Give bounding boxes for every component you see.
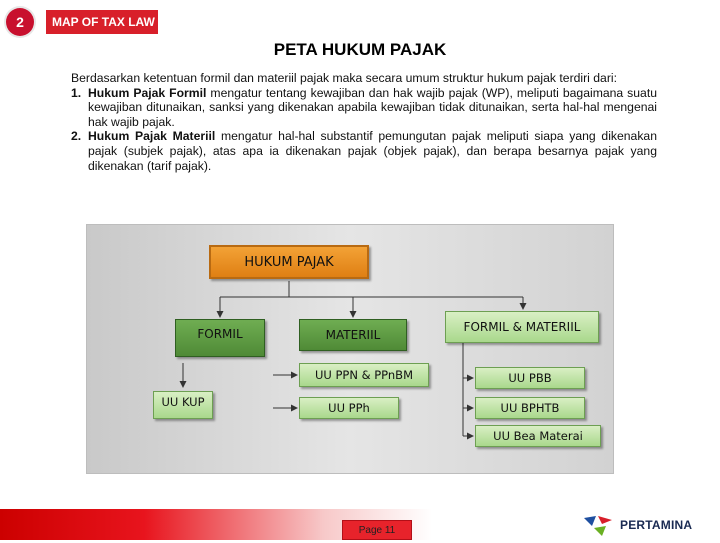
tax-law-diagram: [86, 224, 614, 474]
uu-pbb-box: UU PBB: [475, 367, 585, 389]
slide-number: 2: [16, 14, 24, 30]
list-term: Hukum Pajak Materiil: [88, 129, 216, 144]
slide-number-badge: [6, 8, 34, 36]
intro-paragraph: Berdasarkan ketentuan formil dan materiil pajak maka secara umum struktur hukum pajak terdiri dari:: [71, 71, 617, 85]
formil-materiil-box: FORMIL & MATERIIL: [445, 311, 599, 343]
list-item: [71, 86, 657, 130]
section-header-bar: [46, 10, 158, 34]
list-term: Hukum Pajak Formil: [88, 85, 207, 100]
hukum-pajak-box: HUKUM PAJAK: [209, 245, 369, 279]
uu-bea-materai-box: UU Bea Materai: [475, 425, 601, 447]
list-number: 2.: [71, 129, 82, 144]
uu-bphtb-box: UU BPHTB: [475, 397, 585, 419]
list-number: 1.: [71, 85, 82, 100]
section-label: MAP OF TAX LAW: [52, 15, 155, 29]
list-text: [88, 86, 657, 130]
pertamina-logo: [580, 512, 714, 538]
page-title: PETA HUKUM PAJAK: [273, 40, 447, 59]
pertamina-logo-text: PERTAMINA: [620, 518, 693, 532]
body-text: [71, 71, 657, 173]
list-description: mengatur hal-hal substantif pemungutan pajak meliputi siapa yang dikenakan pajak (subjek pajak), atas apa ia dikenakan pajak (objek pajak), dan berapa besarnya pajak yang dikenakan (tarif pajak).: [88, 129, 657, 173]
materiil-box: MATERIIL: [299, 319, 407, 351]
list-item: [71, 129, 657, 173]
pertamina-logo-icon: [580, 512, 616, 538]
formil-box: FORMIL: [175, 319, 265, 357]
page-number: Page 11: [342, 520, 412, 540]
uu-pph-box: UU PPh: [299, 397, 399, 419]
list-description: mengatur tentang kewajiban dan hak wajib pajak (WP), meliputi bagaimana suatu kewajiban ditunaikan, sanksi yang dikenakan apabila kewajiban tidak ditunaikan, serta hal-hal mengenai hak wajib pajak.: [88, 85, 658, 129]
uu-kup-box: UU KUP: [153, 391, 213, 419]
list-text: [88, 129, 657, 173]
uu-ppn-box: UU PPN & PPnBM: [299, 363, 429, 387]
